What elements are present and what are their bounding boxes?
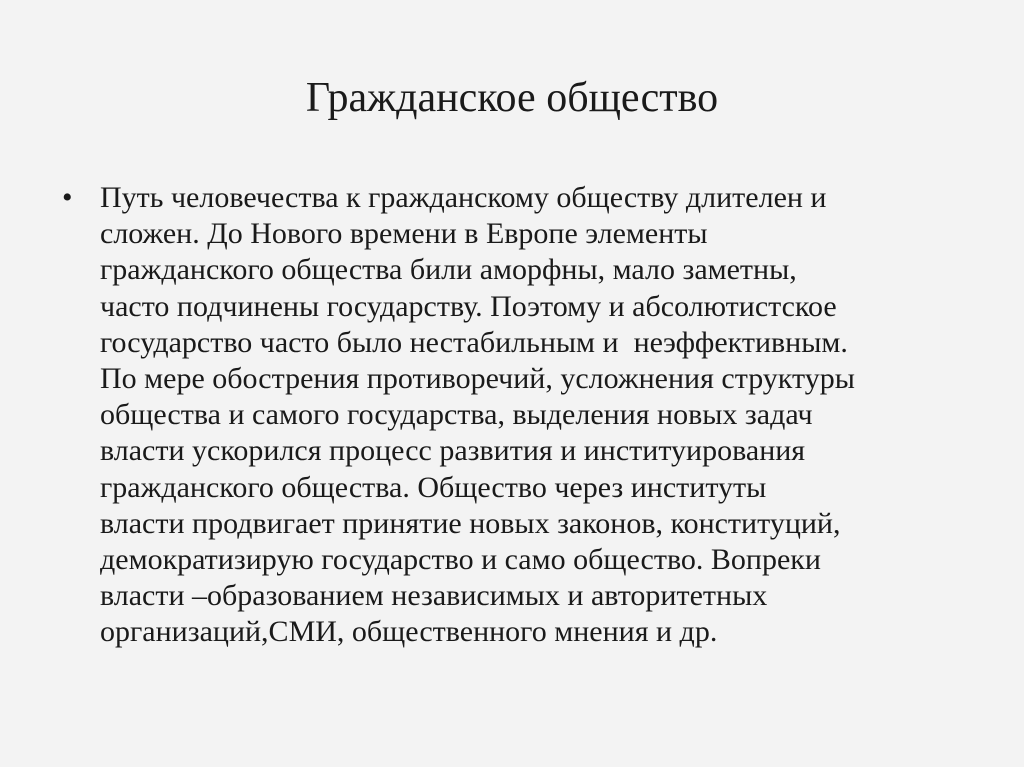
paragraph-line: Путь человечества к гражданскому обществу длителен и (100, 181, 827, 214)
bullet-list (62, 180, 982, 651)
paragraph-line: общества и самого государства, выделения новых задач (100, 398, 813, 432)
bullet-item (62, 180, 982, 651)
paragraph-line: По мере обострения противоречий, усложнения структуры (100, 362, 855, 396)
paragraph-line: власти продвигает принятие новых законов, конституций, (100, 506, 841, 540)
paragraph-line: гражданского общества били аморфны, мало заметны, (100, 253, 797, 287)
paragraph-line: часто подчинены государству. Поэтому и абсолютистское (100, 289, 837, 323)
paragraph-line: демократизирую государство и само общество. Вопреки (100, 543, 821, 577)
paragraph-line: организаций,СМИ, общественного мнения и др. (100, 615, 718, 649)
paragraph-line: гражданского общества. Общество через институты (100, 470, 767, 504)
paragraph-line: государство часто было нестабильным и неэффективным. (100, 325, 848, 359)
bullet-marker: • (62, 181, 73, 214)
paragraph-line: сложен. До Нового времени в Европе элементы (100, 217, 708, 251)
paragraph-line: власти ускорился процесс развития и институирования (100, 434, 806, 468)
paragraph-line: власти –образованием независимых и авторитетных (100, 579, 768, 613)
slide-title: Гражданское общество (305, 75, 719, 121)
